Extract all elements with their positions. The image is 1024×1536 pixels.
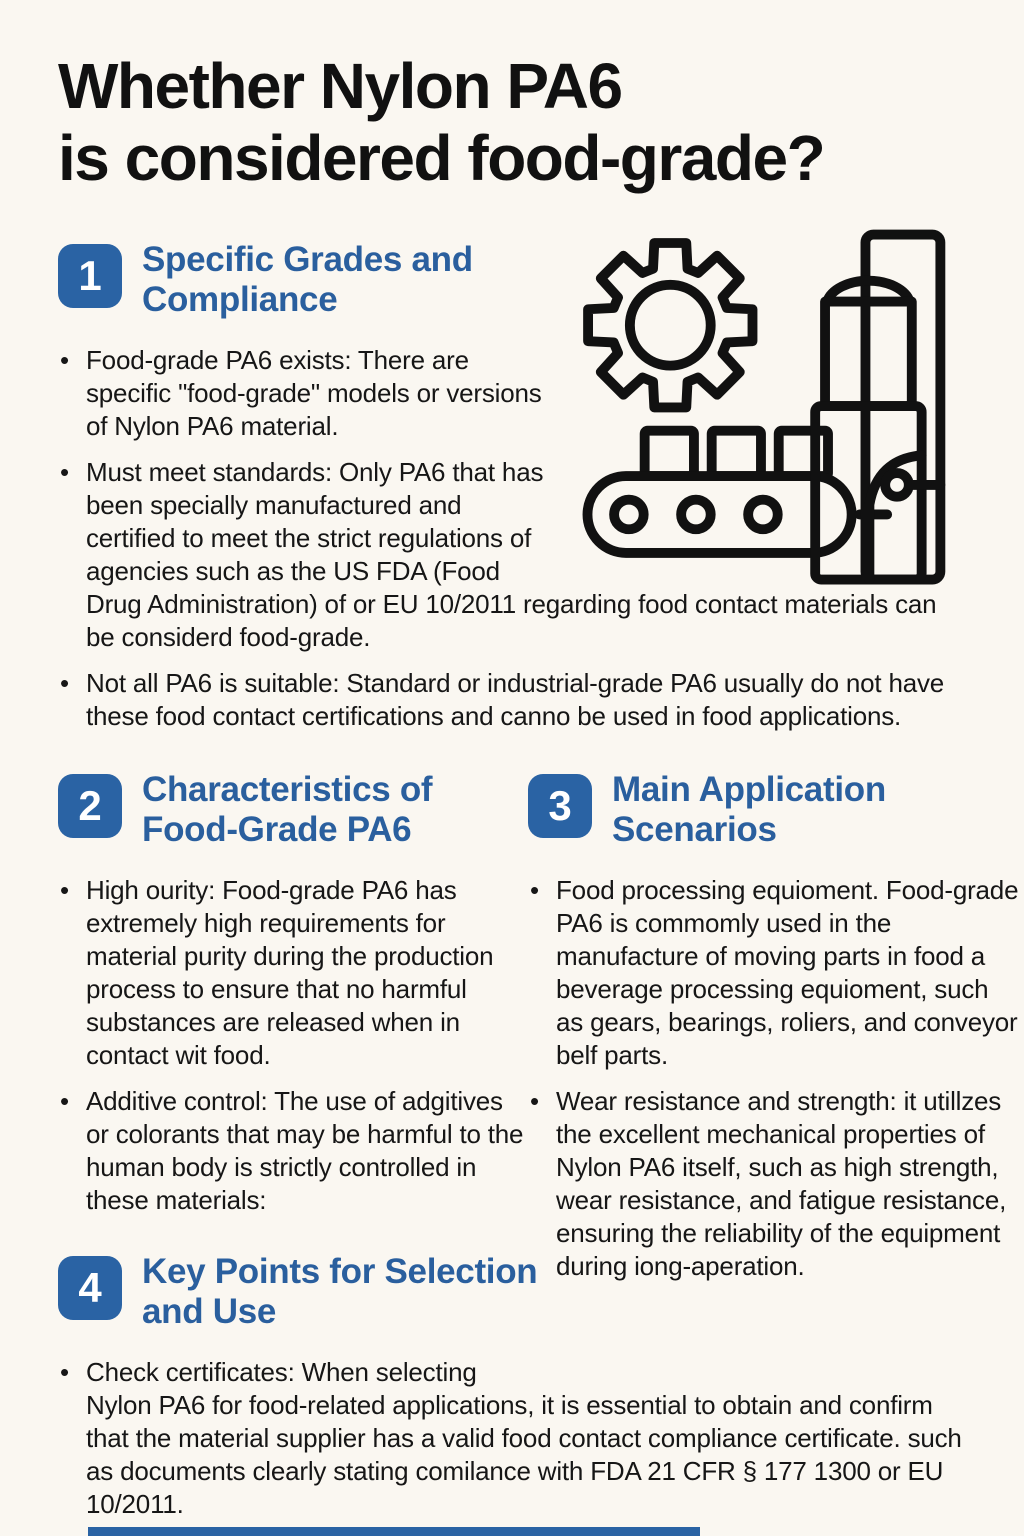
section-3-bullet-list (528, 874, 1020, 1283)
page-title-line2: is considered food-grade? (58, 122, 825, 194)
section-2-header (58, 770, 528, 850)
section-key-points (58, 1252, 964, 1534)
section-4-bullet-list (58, 1356, 964, 1521)
bullet-item: • Not all PA6 is suitable: Standard or industrial-grade PA6 usually do not have these food contact certifications and canno be used in food applications. (86, 667, 964, 733)
section-2-number-badge: 2 (58, 774, 122, 838)
section-4-title: Key Points for Selection and Use (142, 1252, 538, 1331)
section-applications (528, 770, 1020, 1296)
section-4-header (58, 1252, 964, 1332)
section-specific-grades (58, 240, 964, 746)
page-title-line1: Whether Nylon PA6 (58, 50, 622, 122)
footer-accent-bar (88, 1527, 700, 1536)
bullet-item: • Check certificates: When selecting Nylon PA6 for food-related applications, it is essential to obtain and confirm that the material supplier has a valid food contact compliance certificate. such as documents clearly stating comilance with FDA 21 CFR § 177 1300 or EU 10/2011. (86, 1356, 964, 1521)
section-2-bullet-list (58, 874, 528, 1217)
section-1-number-badge: 1 (58, 244, 122, 308)
section-2-title: Characteristics of Food-Grade PA6 (142, 770, 433, 849)
section-characteristics (58, 770, 528, 1230)
section-3-number-badge: 3 (528, 774, 592, 838)
section-1-header (58, 240, 552, 320)
bullet-item: • Food processing equioment. Food-grade PA6 is commomly used in the manufacture of moving parts in food a beverage processing equioment, such as gears, bearings, roliers, and conveyor belf parts. (556, 874, 1020, 1072)
page-title (58, 50, 978, 194)
section-1-bullet-list (58, 344, 964, 733)
section-3-header (528, 770, 1020, 850)
bullet-item: • Wear resistance and strength: it utillzes the excellent mechanical properties of Nylon PA6 itself, such as high strength, wear resistance, and fatigue resistance, ensuring the reliability of the equipment during iong-aperation. (556, 1085, 1020, 1283)
bullet-item: • Must meet standards: Only PA6 that has been specially manufactured and certified to meet the strict regulations of agencies such as the US FDA (Food Drug Administration) of or EU 10/2011 regarding food contact materials can be considerd food-grade. (86, 456, 964, 654)
bullet-item: • Additive control: The use of adgitives or colorants that may be harmful to the human body is strictly controlled in these materials: (86, 1085, 528, 1217)
bullet-item: • High ourity: Food-grade PA6 has extremely high requirements for material purity during the production process to ensure that no harmful substances are released when in contact wit food. (86, 874, 528, 1072)
bullet-item: • Food-grade PA6 exists: There are specific "food-grade" models or versions of Nylon PA6 material. (86, 344, 964, 443)
section-3-title: Main Application Scenarios (612, 770, 886, 849)
section-4-number-badge: 4 (58, 1256, 122, 1320)
section-1-title: Specific Grades and Compliance (142, 240, 473, 319)
